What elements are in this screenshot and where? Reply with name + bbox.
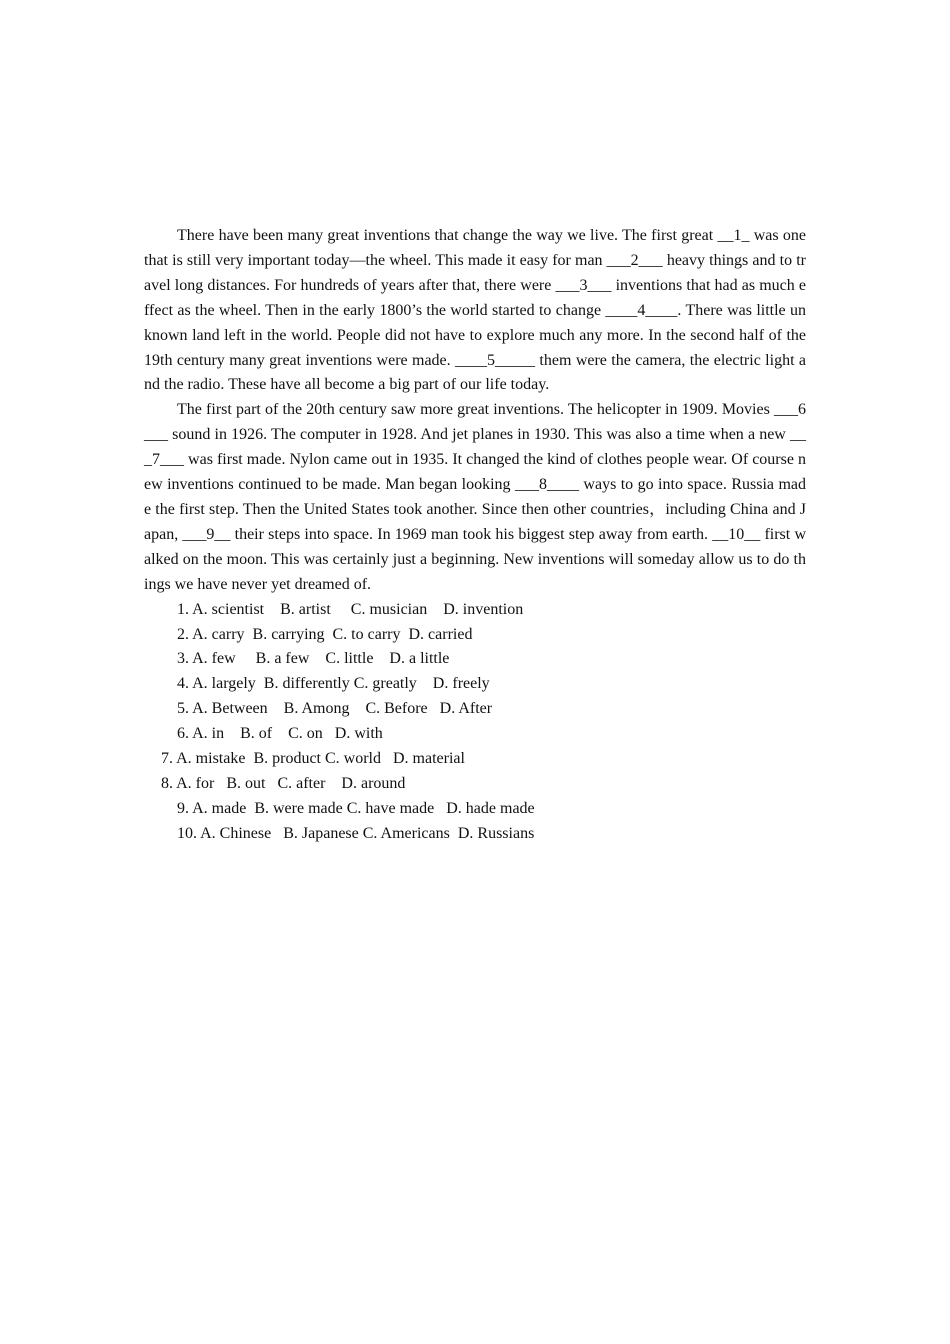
option-line-3: 3. A. few B. a few C. little D. a little	[177, 650, 450, 668]
option-line-10: 10. A. Chinese B. Japanese C. Americans D. Russians	[177, 824, 535, 842]
cloze-exercise	[144, 224, 806, 847]
option-line-1: 1. A. scientist B. artist C. musician D. invention	[177, 600, 524, 618]
option-line-6: 6. A. in B. of C. on D. with	[177, 725, 383, 743]
option-line-4: 4. A. largely B. differently C. greatly D. freely	[177, 675, 490, 693]
option-line-8: 8. A. for B. out C. after D. around	[161, 774, 406, 792]
option-line-2: 2. A. carry B. carrying C. to carry D. carried	[177, 625, 473, 643]
passage-paragraph-2: The first part of the 20th century saw more great inventions. The helicopter in 1909. Movies ___6___ sound in 1926. The computer in 1928. And jet planes in 1930. This was also a time when a new ___7___ was first made. Nylon came out in 1935. It changed the kind of clothes people wear. Of course new inventions continued to be made. Man began looking ___8____ ways to go into space. Russia made the first step. Then the United States took another. Since then other countries，including China and Japan, ___9__ their steps into space. In 1969 man took his biggest step away from earth. __10__ first walked on the moon. This was certainly just a beginning. New inventions will someday allow us to do things we have never yet dreamed of.	[144, 401, 806, 593]
option-line-5: 5. A. Between B. Among C. Before D. After	[177, 700, 493, 718]
option-line-7: 7. A. mistake B. product C. world D. material	[161, 750, 465, 768]
answer-options	[144, 598, 806, 847]
option-line-9: 9. A. made B. were made C. have made D. hade made	[177, 799, 535, 817]
passage-paragraph-1: There have been many great inventions that change the way we live. The first great __1_ was one that is still very important today—the wheel. This made it easy for man ___2___ heavy things and to travel long distances. For hundreds of years after that, there were ___3___ inventions that had as much effect as the wheel. Then in the early 1800’s the world started to change ____4____. There was little unknown land left in the world. People did not have to explore much any more. In the second half of the 19th century many great inventions were made. ____5_____ them were the camera, the electric light and the radio. These have all become a big part of our life today.	[144, 227, 806, 394]
